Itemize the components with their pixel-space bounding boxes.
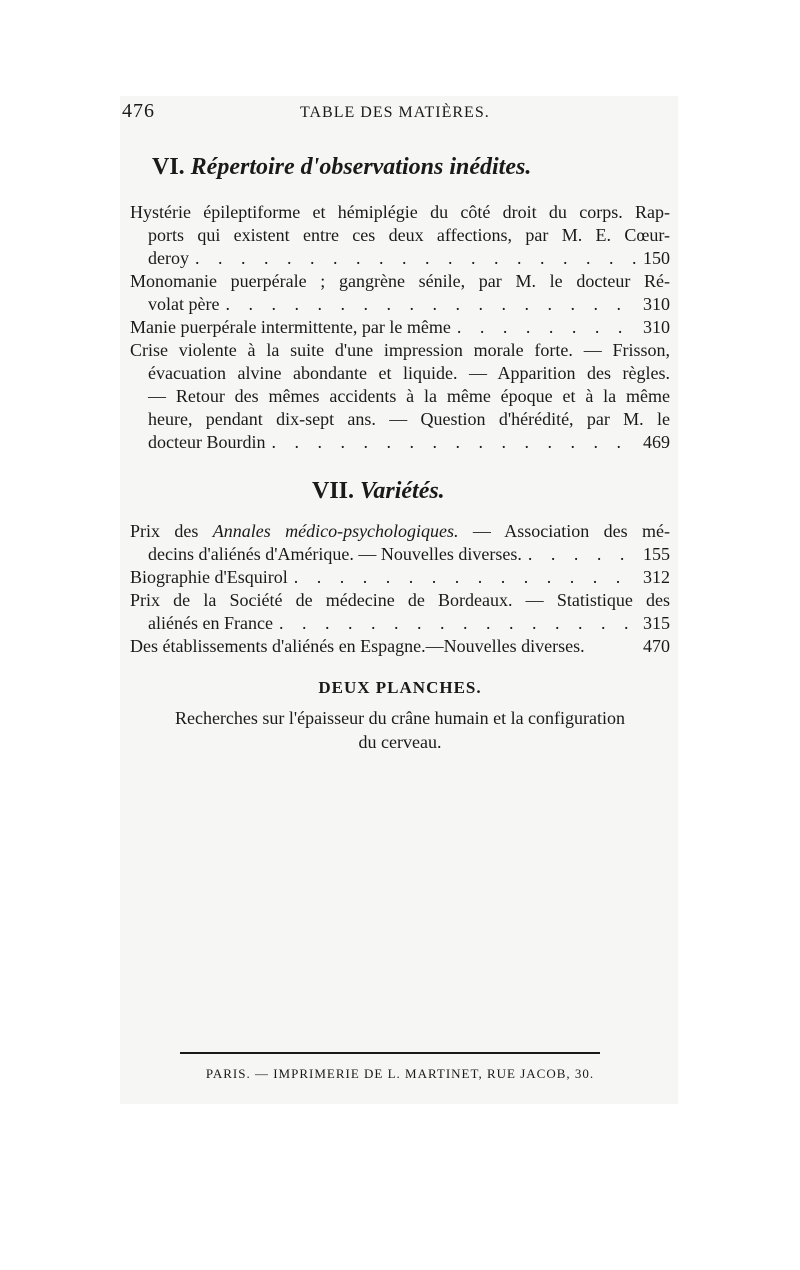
- entry-leader-line: [130, 431, 670, 454]
- page-reference: 310: [643, 294, 670, 314]
- entry-leader-line: [130, 635, 670, 658]
- plates-line: du cerveau.: [358, 732, 442, 752]
- toc-entry: [130, 589, 670, 635]
- entry-line: — Retour des mêmes accidents à la même époque et à la même: [148, 386, 670, 406]
- page-reference: 155: [643, 544, 670, 564]
- entry-line: évacuation alvine abondante et liquide. — Apparition des règles.: [148, 363, 670, 383]
- toc-entry: [130, 339, 670, 454]
- section-vii-title: Variétés.: [360, 478, 445, 504]
- entry-line: Hystérie épileptiforme et hémiplégie du côté droit du corps. Rap-: [130, 202, 670, 222]
- section-vi-numeral: VI.: [152, 154, 185, 180]
- entry-line: heure, pendant dix-sept ans. — Question d'hérédité, par M. le: [148, 409, 670, 429]
- plates-description: [130, 706, 670, 754]
- toc-entry: [130, 635, 670, 658]
- entry-line: ports qui existent entre ces deux affections, par M. E. Cœur-: [148, 225, 670, 245]
- entry-text: Prix des: [130, 521, 213, 541]
- journal-title: Annales médico-psychologiques.: [212, 521, 459, 541]
- plates-heading: DEUX PLANCHES.: [318, 678, 482, 697]
- entry-line: Prix de la Société de médecine de Bordeaux. — Statistique des: [130, 590, 670, 610]
- section-vii-entries: [130, 520, 670, 658]
- dot-leader: [451, 316, 640, 339]
- dot-leader: [288, 566, 640, 589]
- toc-entry: [130, 316, 670, 339]
- dot-leader: [219, 293, 640, 316]
- entry-line: Crise violente à la suite d'une impression morale forte. — Frisson,: [130, 340, 670, 360]
- toc-entry: [130, 270, 670, 316]
- entry-text: — Association des mé-: [458, 521, 670, 541]
- dot-leader: [273, 612, 640, 635]
- entry-line: decins d'aliénés d'Amérique. — Nouvelles diverses.: [148, 544, 522, 564]
- page-reference: 470: [643, 636, 670, 656]
- entry-line: Biographie d'Esquirol: [130, 567, 288, 587]
- toc-entry: [130, 520, 670, 566]
- entry-leader-line: [130, 566, 670, 589]
- entry-line: Des établissements d'aliénés en Espagne.—Nouvelles diverses.: [130, 636, 585, 656]
- page-reference: 310: [643, 317, 670, 337]
- section-vii-heading: [312, 478, 445, 505]
- section-vi-title: Répertoire d'observations inédites.: [190, 154, 532, 180]
- toc-entry: [130, 566, 670, 589]
- entry-leader-line: [130, 293, 670, 316]
- page-reference: 315: [643, 613, 670, 633]
- entry-line: Manie puerpérale intermittente, par le même: [130, 317, 451, 337]
- toc-entry: [130, 201, 670, 270]
- plates-line: Recherches sur l'épaisseur du crâne humain et la configuration: [174, 708, 626, 728]
- footer-rule: [180, 1052, 600, 1054]
- entry-line: docteur Bourdin: [148, 432, 266, 452]
- page-reference: 150: [643, 248, 670, 268]
- page-number: 476: [122, 100, 155, 122]
- running-title: TABLE DES MATIÈRES.: [300, 104, 490, 121]
- entry-leader-line: [130, 316, 670, 339]
- entry-line: [130, 520, 670, 543]
- page-reference: 312: [643, 567, 670, 587]
- entry-line: aliénés en France: [148, 613, 273, 633]
- entry-leader-line: [130, 247, 670, 270]
- entry-line: deroy: [148, 248, 189, 268]
- entry-line: Monomanie puerpérale ; gangrène sénile, par M. le docteur Ré-: [130, 271, 670, 291]
- entry-leader-line: [130, 543, 670, 566]
- entry-leader-line: [130, 612, 670, 635]
- entry-line: volat père: [148, 294, 220, 314]
- section-vi-entries: [130, 201, 670, 454]
- printer-imprint: PARIS. — IMPRIMERIE DE L. MARTINET, RUE JACOB, 30.: [205, 1066, 595, 1081]
- dot-leader: [522, 543, 640, 566]
- dot-leader: [189, 247, 640, 270]
- dot-leader: [265, 431, 640, 454]
- section-vi-heading: [152, 154, 531, 181]
- section-vii-numeral: VII.: [312, 478, 355, 504]
- page-reference: 469: [643, 432, 670, 452]
